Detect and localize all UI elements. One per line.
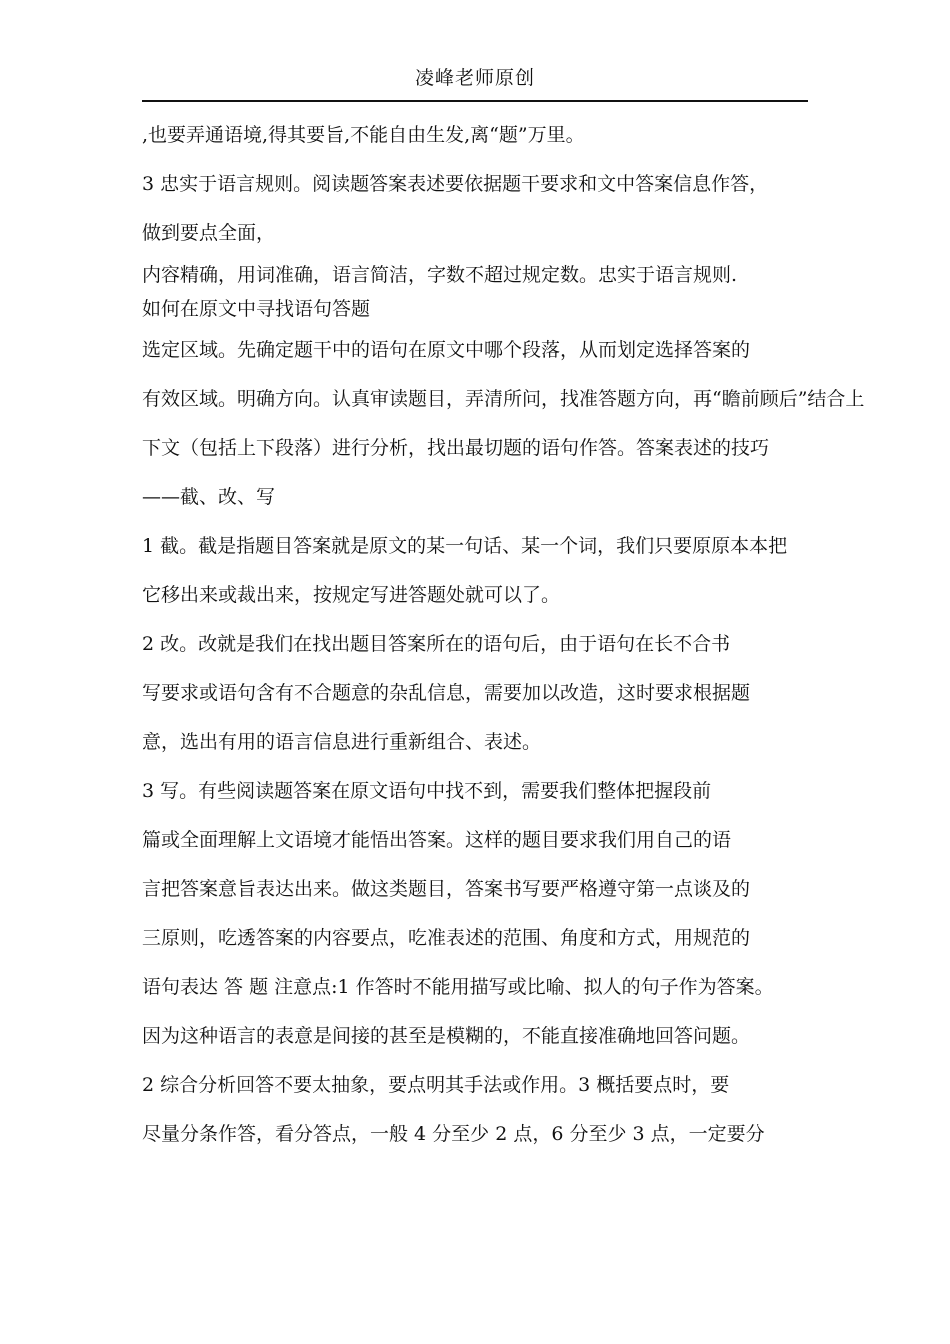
text-line: 如何在原文中寻找语句答题: [142, 298, 371, 320]
header-title: 凌峰老师原创: [414, 67, 535, 89]
text-line: 言把答案意旨表达出来。做这类题目，答案书写要严格遵守第一点谈及的: [142, 878, 751, 900]
text-line: 三原则，吃透答案的内容要点，吃准表述的范围、角度和方式，用规范的: [142, 927, 751, 949]
text-line: 做到要点全面，: [142, 222, 276, 244]
text-line: 3 忠实于语言规则。阅读题答案表述要依据题干要求和文中答案信息作答，: [142, 173, 769, 195]
text-line: 2 综合分析回答不要太抽象，要点明其手法或作用。3 概括要点时，要: [142, 1074, 730, 1096]
text-line: 它移出来或裁出来，按规定写进答题处就可以了。: [142, 584, 561, 606]
text-line: 语句表达 答 题 注意点:1 作答时不能用描写或比喻、拟人的句子作为答案。: [142, 976, 774, 998]
text-line: 2 改。改就是我们在找出题目答案所在的语句后，由于语句在长不合书: [142, 633, 731, 655]
text-line: 3 写。有些阅读题答案在原文语句中找不到，需要我们整体把握段前: [142, 780, 712, 802]
text-line: ——截、改、写: [142, 486, 276, 508]
text-line: 1 截。截是指题目答案就是原文的某一句话、某一个词，我们只要原原本本把: [142, 535, 788, 557]
text-line: 因为这种语言的表意是间接的甚至是模糊的，不能直接准确地回答问题。: [142, 1025, 751, 1047]
text-line: 有效区域。明确方向。认真审读题目，弄清所问，找准答题方向，再“瞻前顾后”结合上: [142, 388, 865, 410]
text-line: 尽量分条作答，看分答点，一般 4 分至少 2 点，6 分至少 3 点，一定要分: [142, 1123, 765, 1145]
text-line: 意，选出有用的语言信息进行重新组合、表述。: [142, 731, 542, 753]
text-line: 写要求或语句含有不合题意的杂乱信息，需要加以改造，这时要求根据题: [142, 682, 751, 704]
text-line: 下文（包括上下段落）进行分析，找出最切题的语句作答。答案表述的技巧: [142, 437, 770, 459]
page-header: [142, 58, 808, 102]
text-line: 选定区域。先确定题干中的语句在原文中哪个段落，从而划定选择答案的: [142, 339, 751, 361]
text-line: ,也要弄通语境,得其要旨,不能自由生发,离“题”万里。: [142, 124, 585, 146]
text-line: 篇或全面理解上文语境才能悟出答案。这样的题目要求我们用自己的语: [142, 829, 732, 851]
text-line: 内容精确，用词准确，语言简洁，字数不超过规定数。忠实于语言规则.: [142, 264, 738, 286]
document-body: [142, 111, 865, 1159]
